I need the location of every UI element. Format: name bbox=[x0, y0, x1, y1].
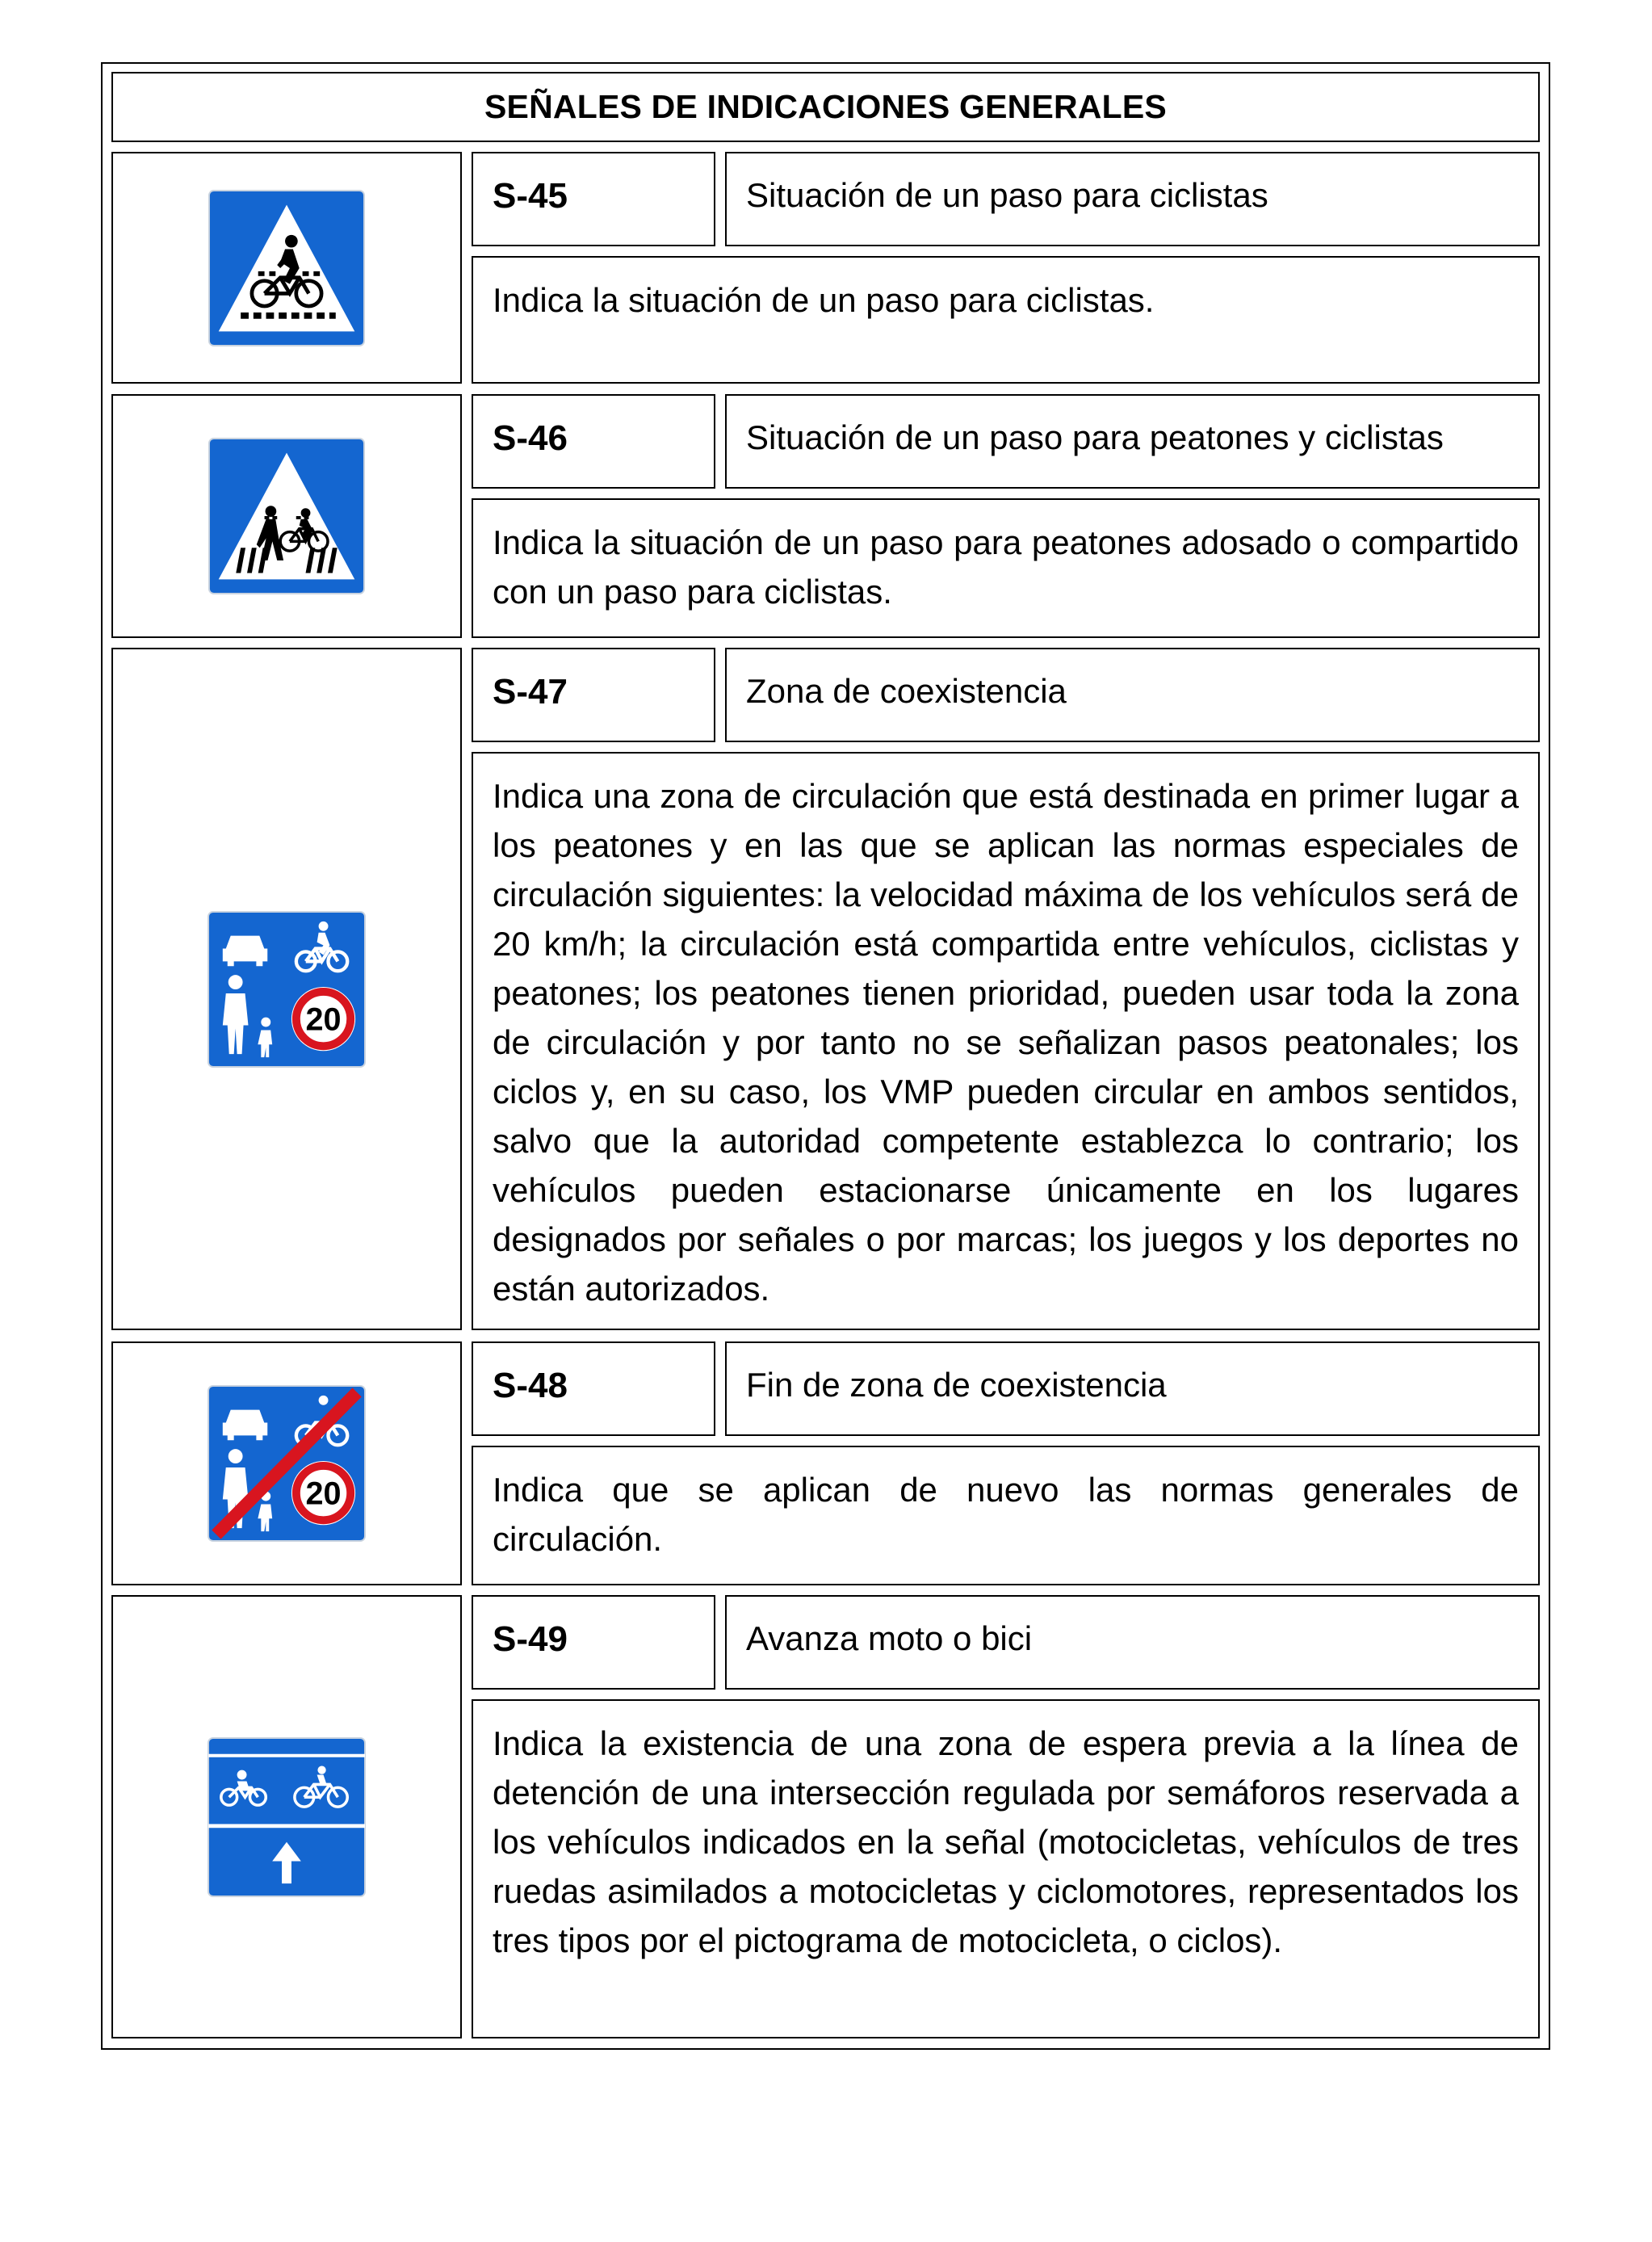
coexistence-zone-sign-icon bbox=[207, 910, 367, 1069]
table-title: SEÑALES DE INDICACIONES GENERALES bbox=[111, 72, 1540, 142]
sign-description: Indica una zona de circulación que está destinada en primer lugar a los peatones y en las que se aplican las normas especiales de circulación siguientes: la velocidad máxima de los vehículos será de 20 km/h; la circulación está compartida entre vehículos, ciclistas y peatones; los peatones tienen prioridad, pueden usar toda la zona de circulación y por tanto no se señalizan pasos peatonales; los ciclos y, en su caso, los VMP pueden circular en ambos sentidos, salvo que la autoridad competente establezca lo contrario; los vehículos pueden estacionarse únicamente en los lugares designados por señales o por marcas; los juegos y los deportes no están autorizados. bbox=[472, 752, 1540, 1330]
sign-cell-s49 bbox=[111, 1595, 462, 2038]
sign-cell-s47 bbox=[111, 648, 462, 1330]
sign-name: Zona de coexistencia bbox=[725, 648, 1540, 742]
sign-description: Indica la existencia de una zona de espera previa a la línea de detención de una intersección regulada por semáforos reservada a los vehículos indicados en la señal (motocicletas, vehículos de tres ruedas asimilados a motocicletas y ciclomotores, representados los tres tipos por el pictograma de motocicleta, o ciclos). bbox=[472, 1699, 1540, 2038]
sign-description: Indica que se aplican de nuevo las normas generales de circulación. bbox=[472, 1446, 1540, 1585]
sign-description: Indica la situación de un paso para peatones adosado o compartido con un paso para ciclistas. bbox=[472, 498, 1540, 638]
sign-description: Indica la situación de un paso para ciclistas. bbox=[472, 256, 1540, 384]
sign-name: Situación de un paso para peatones y ciclistas bbox=[725, 394, 1540, 489]
sign-code: S-46 bbox=[472, 394, 715, 489]
sign-name: Fin de zona de coexistencia bbox=[725, 1341, 1540, 1436]
sign-code: S-47 bbox=[472, 648, 715, 742]
speed-limit-label: 20 bbox=[305, 1476, 342, 1512]
sign-code: S-45 bbox=[472, 152, 715, 246]
sign-cell-s45 bbox=[111, 152, 462, 384]
cyclist-crossing-sign-icon bbox=[208, 189, 366, 347]
sign-code: S-49 bbox=[472, 1595, 715, 1690]
sign-name: Avanza moto o bici bbox=[725, 1595, 1540, 1690]
sign-name: Situación de un paso para ciclistas bbox=[725, 152, 1540, 246]
pedestrian-cyclist-crossing-sign-icon bbox=[208, 437, 366, 595]
sign-cell-s48 bbox=[111, 1341, 462, 1585]
sign-code: S-48 bbox=[472, 1341, 715, 1436]
end-coexistence-zone-sign-icon bbox=[207, 1384, 367, 1543]
advanced-stop-box-sign-icon bbox=[207, 1736, 367, 1898]
sign-cell-s46 bbox=[111, 394, 462, 638]
speed-limit-label: 20 bbox=[305, 1001, 342, 1037]
